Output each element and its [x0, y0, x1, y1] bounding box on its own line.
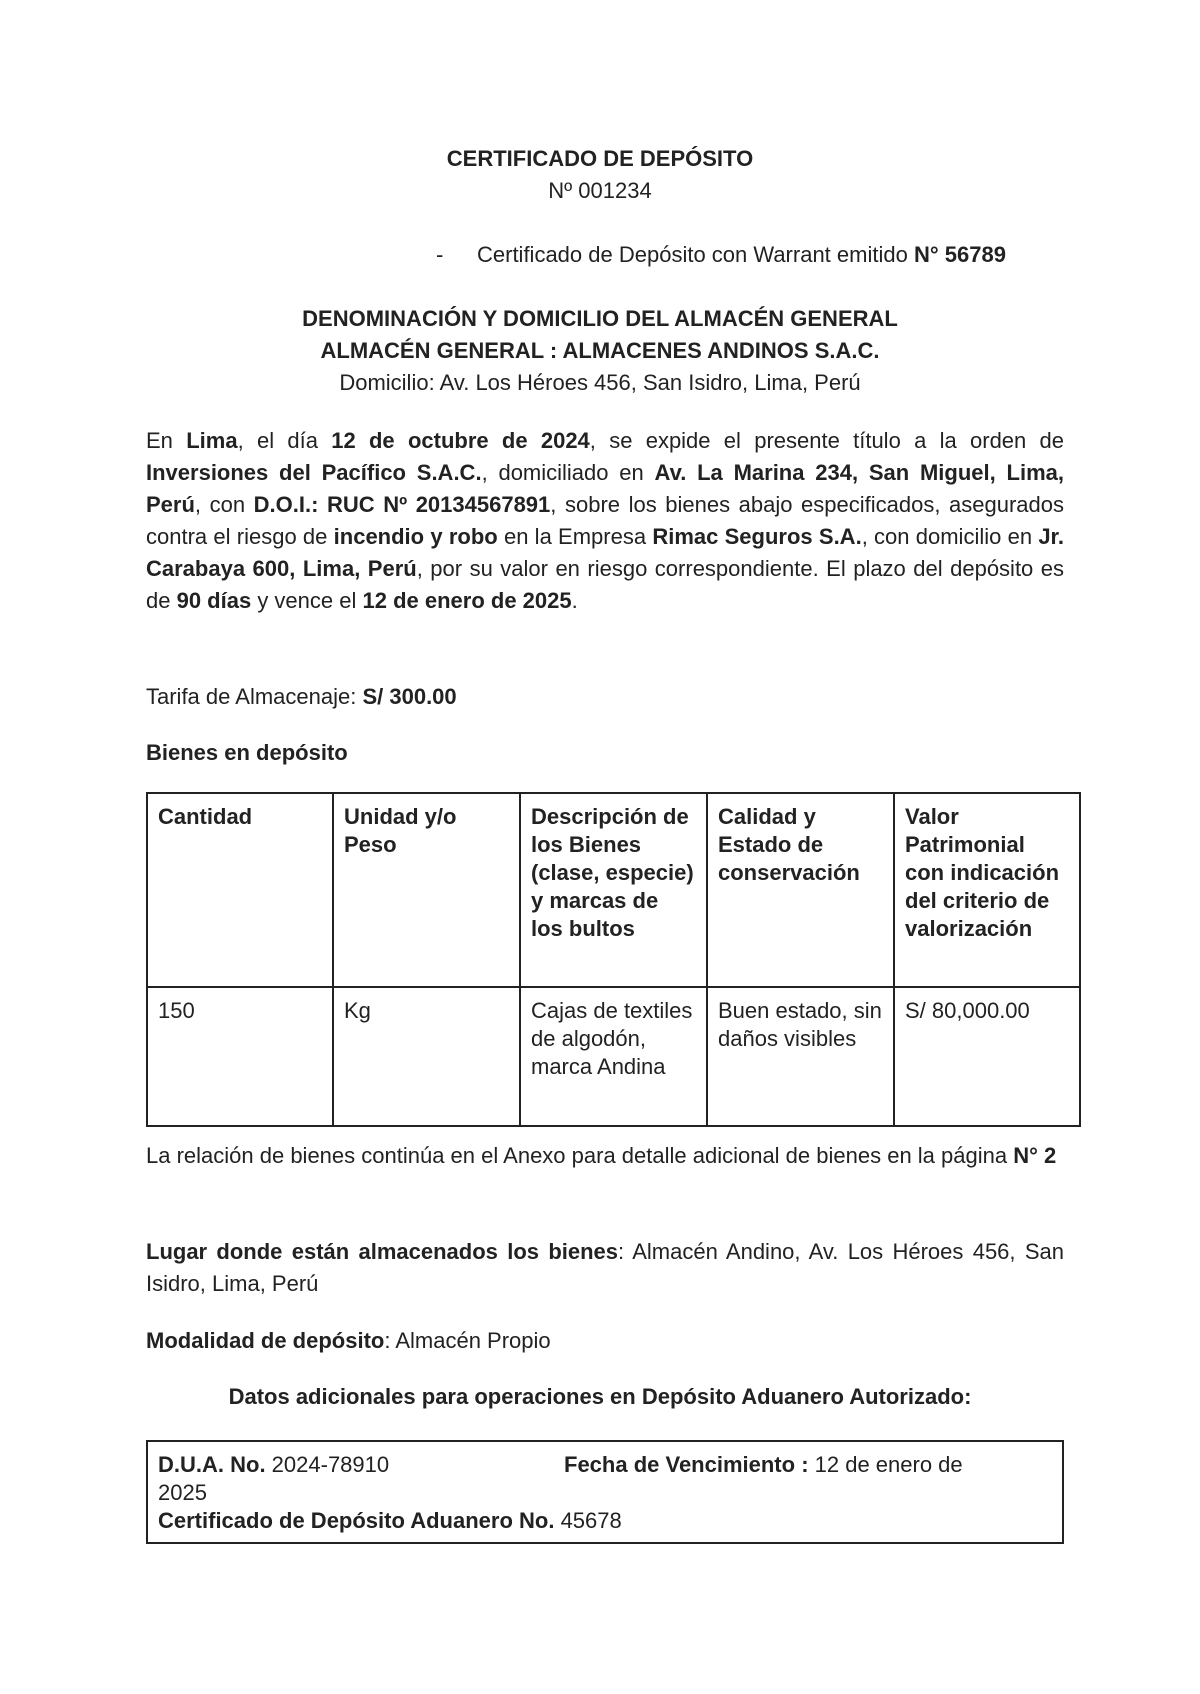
expiry-value-continued: 2025	[158, 1480, 207, 1505]
storage-fee	[146, 681, 1064, 713]
expiry-field	[564, 1451, 963, 1479]
table-row	[147, 987, 1080, 1126]
main-paragraph	[146, 425, 1064, 617]
insured-risk: incendio y robo	[333, 524, 498, 549]
annex-page: N° 2	[1013, 1143, 1057, 1168]
column-header: Calidad y Estado de conservación	[707, 793, 894, 987]
expiry-value: 12 de enero de	[808, 1452, 963, 1477]
almacen-name: ALMACÉN GENERAL : ALMACENES ANDINOS S.A.C.	[320, 338, 880, 363]
warrant-label: Certificado de Depósito con Warrant emitido	[477, 242, 914, 267]
dua-value: 2024-78910	[265, 1452, 390, 1477]
deposit-mode-label: Modalidad de depósito	[146, 1328, 385, 1353]
para-text: , domiciliado en	[481, 460, 655, 485]
column-header: Descripción de los Bienes (clase, especie) y marcas de los bultos	[520, 793, 707, 987]
customs-data-box	[146, 1440, 1064, 1544]
table-cell: Kg	[333, 987, 520, 1126]
customs-certificate-label: Certificado de Depósito Aduanero No.	[158, 1508, 555, 1533]
expiry-label: Fecha de Vencimiento :	[564, 1452, 809, 1477]
annex-text: La relación de bienes continúa en el Anexo para detalle adicional de bienes en la página	[146, 1143, 1014, 1168]
insurer-name: Rimac Seguros S.A.	[652, 524, 862, 549]
expiry-date: 12 de enero de 2025	[362, 588, 572, 613]
deposit-term: 90 días	[176, 588, 252, 613]
insurer-address: Jr. Carabaya 600, Lima, Perú	[146, 524, 1065, 581]
para-text: , con	[194, 492, 254, 517]
table-cell: 150	[147, 987, 333, 1126]
goods-table	[146, 792, 1081, 1127]
goods-section-title: Bienes en depósito	[146, 740, 348, 765]
para-text: , por su valor en riesgo correspondiente. El plazo del depósito es de	[146, 556, 1065, 613]
storage-fee-value: S/ 300.00	[362, 684, 457, 709]
column-header: Unidad y/o Peso	[333, 793, 520, 987]
certificate-number: Nº 001234	[548, 178, 652, 203]
holder-address: Av. La Marina 234, San Miguel, Lima, Perú	[146, 460, 1064, 517]
customs-section-title: Datos adicionales para operaciones en Depósito Aduanero Autorizado:	[228, 1384, 972, 1409]
annex-note	[146, 1140, 1064, 1172]
deposit-mode-value: : Almacén Propio	[384, 1328, 551, 1353]
para-text: y vence el	[251, 588, 363, 613]
almacen-heading: DENOMINACIÓN Y DOMICILIO DEL ALMACÉN GENERAL	[302, 306, 898, 331]
document-title: CERTIFICADO DE DEPÓSITO	[446, 146, 754, 171]
para-text: en la Empresa	[497, 524, 653, 549]
table-cell: S/ 80,000.00	[894, 987, 1080, 1126]
para-text: , se expide el presente título a la orden de	[589, 428, 1065, 453]
storage-location-value: : Almacén Andino, Av. Los Héroes 456, San Isidro, Lima, Perú	[146, 1239, 1064, 1296]
list-dash: -	[436, 242, 444, 267]
warrant-text	[477, 239, 1006, 271]
customs-certificate-value: 45678	[554, 1508, 622, 1533]
almacen-domicilio: Domicilio: Av. Los Héroes 456, San Isidro, Lima, Perú	[339, 370, 861, 395]
issue-city: Lima	[186, 428, 238, 453]
storage-fee-label: Tarifa de Almacenaje:	[146, 684, 363, 709]
storage-location-label: Lugar donde están almacenados los bienes	[146, 1239, 619, 1264]
para-text: .	[571, 588, 578, 613]
holder-name: Inversiones del Pacífico S.A.C.	[146, 460, 482, 485]
column-header: Valor Patrimonial con indicación del criterio de valorización	[894, 793, 1080, 987]
customs-certificate-line	[158, 1507, 622, 1535]
table-cell: Buen estado, sin daños visibles	[707, 987, 894, 1126]
table-header-row	[147, 793, 1080, 987]
warrant-number: N° 56789	[913, 242, 1006, 267]
para-text: En	[146, 428, 187, 453]
dua-label: D.U.A. No.	[158, 1452, 266, 1477]
deposit-mode	[146, 1325, 1064, 1357]
issue-date: 12 de octubre de 2024	[331, 428, 590, 453]
storage-location	[146, 1236, 1064, 1300]
para-text: , el día	[237, 428, 332, 453]
dua-line	[158, 1451, 389, 1479]
table-cell: Cajas de textiles de algodón, marca Andina	[520, 987, 707, 1126]
para-text: , sobre los bienes abajo especificados, asegurados contra el riesgo de	[146, 492, 1064, 549]
para-text: , con domicilio en	[861, 524, 1039, 549]
column-header: Cantidad	[147, 793, 333, 987]
holder-doi: D.O.I.: RUC Nº 20134567891	[253, 492, 551, 517]
